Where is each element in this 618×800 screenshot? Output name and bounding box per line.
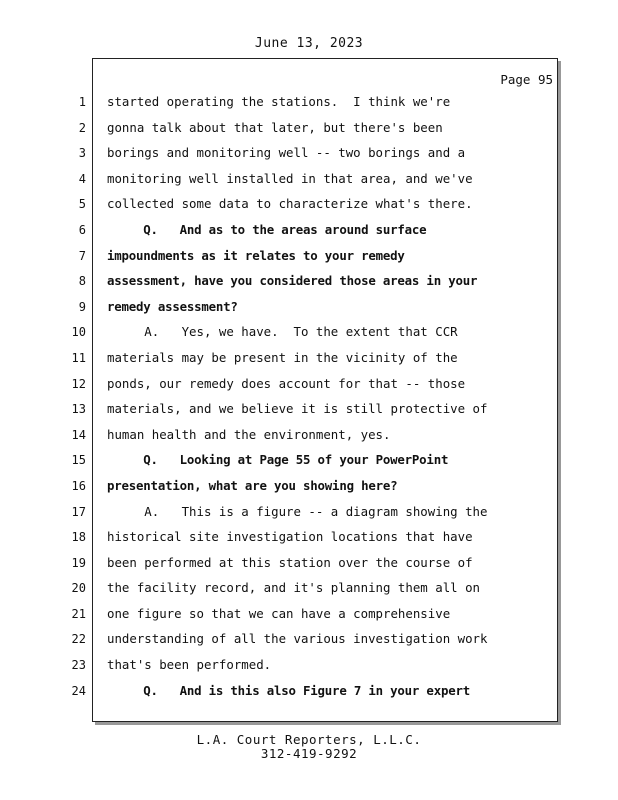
transcript-line: materials, and we believe it is still protective of [107,401,488,417]
line-number-column [68,94,86,708]
question-line: Q. And as to the areas around surface [107,221,427,237]
transcript-line: ponds, our remedy does account for that -- those [107,375,466,391]
transcript-line: human health and the environment, yes. [107,426,391,442]
line-number: 17 [71,504,86,519]
question-line: presentation, what are you showing here? [107,477,398,493]
transcript-line: one figure so that we can have a comprehensive [107,605,451,621]
transcript-line: A. This is a figure -- a diagram showing the [107,503,488,519]
transcript-line: borings and monitoring well -- two borings and a [107,145,466,161]
header-date: June 13, 2023 [254,36,364,51]
question-line: impoundments as it relates to your remedy [107,247,405,263]
transcript-line: been performed at this station over the course of [107,554,473,570]
line-number: 8 [78,274,86,289]
transcript-line: monitoring well installed in that area, and we've [107,170,473,186]
transcript-line: gonna talk about that later, but there's been [107,119,443,135]
line-number: 3 [78,146,86,161]
question-line: Q. And is this also Figure 7 in your expert [107,682,470,698]
line-number: 22 [71,632,86,647]
transcript-line: A. Yes, we have. To the extent that CCR [107,324,458,340]
footer-phone: 312-419-9292 [260,746,358,761]
line-number: 6 [78,222,86,237]
line-number: 14 [71,427,86,442]
transcript-line: the facility record, and it's planning them all on [107,580,480,596]
line-number: 12 [71,376,86,391]
question-line: Q. Looking at Page 55 of your PowerPoint [107,452,449,468]
line-number: 18 [71,530,86,545]
line-number: 21 [71,606,86,621]
question-line: assessment, have you considered those areas in your [107,273,478,289]
line-number: 20 [71,581,86,596]
question-line: remedy assessment? [107,298,238,314]
transcript-line: started operating the stations. I think we're [107,94,451,109]
transcript-line: historical site investigation locations that have [107,529,473,545]
line-number: 15 [71,453,86,468]
transcript-line: materials may be present in the vicinity of the [107,349,458,365]
line-number: 5 [78,197,86,212]
page-number: Page 95 [500,72,553,87]
line-number: 19 [71,555,86,570]
transcript-text [107,94,527,708]
transcript-line: collected some data to characterize what's there. [107,196,473,212]
line-number: 4 [78,171,86,186]
line-number: 10 [71,325,86,340]
line-number: 16 [71,478,86,493]
line-number: 24 [71,683,86,698]
line-number: 23 [71,658,86,673]
footer [0,733,618,761]
line-number: 13 [71,402,86,417]
line-number: 2 [78,120,86,135]
transcript-line: understanding of all the various investigation work [107,631,488,647]
line-number: 11 [71,350,86,365]
line-number: 7 [78,248,86,263]
line-number: 1 [78,95,86,109]
transcript-line: that's been performed. [107,657,272,673]
footer-company: L.A. Court Reporters, L.L.C. [196,732,422,747]
line-number: 9 [78,299,86,314]
